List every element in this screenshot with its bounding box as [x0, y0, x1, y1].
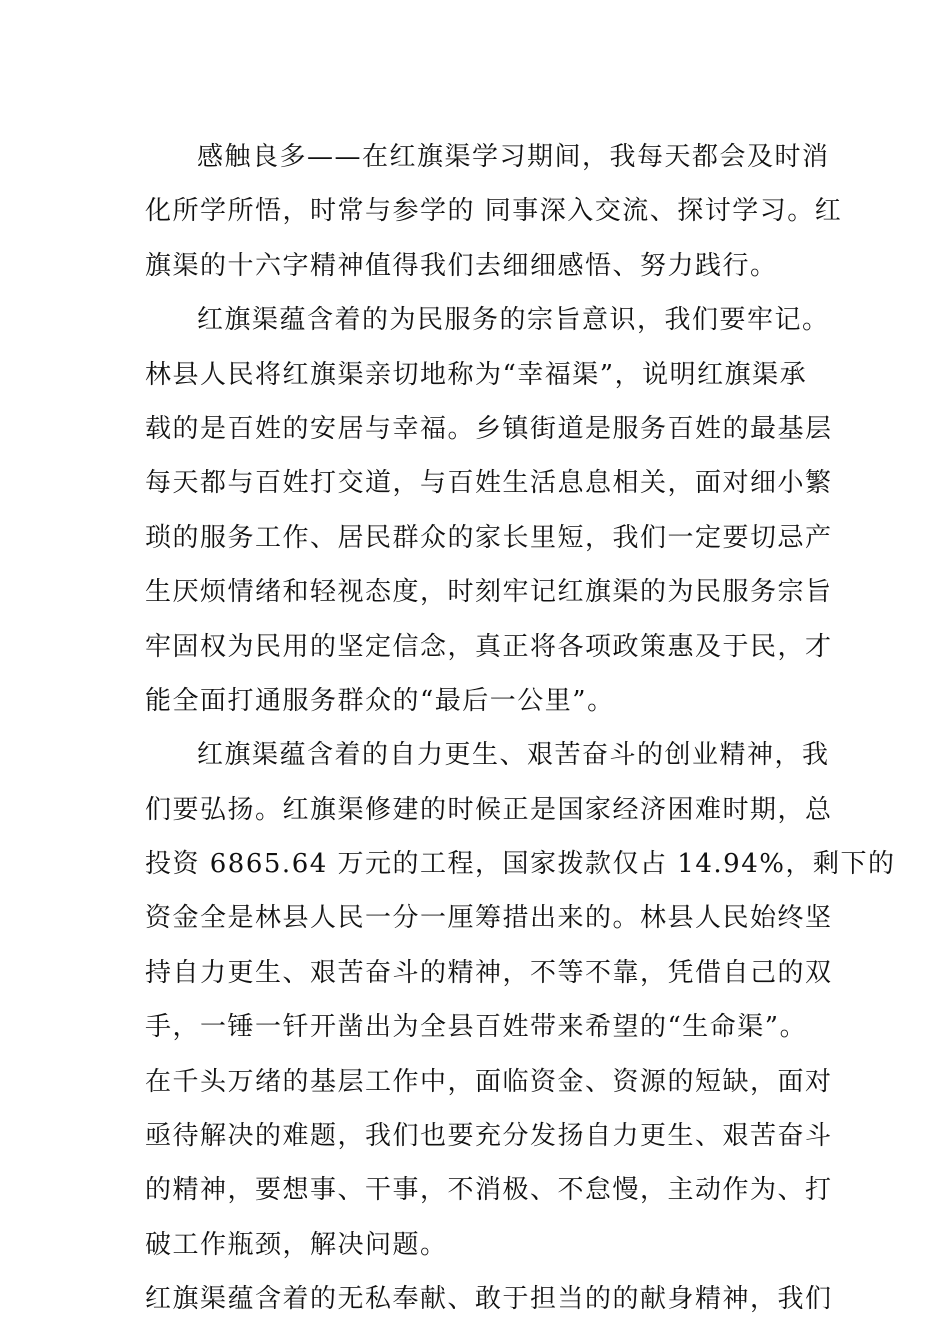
- text-line: 的精神，要想事、干事，不消极、不怠慢，主动作为、打: [145, 1175, 833, 1206]
- text-line: 生厌烦情绪和轻视态度，时刻牢记红旗渠的为民服务宗旨: [145, 577, 833, 608]
- text-line: 手，一锤一钎开凿出为全县百姓带来希望的“生命渠”。: [145, 1012, 808, 1043]
- text-line: 能全面打通服务群众的“最后一公里”。: [145, 685, 615, 716]
- text-line: 牢固权为民用的坚定信念，真正将各项政策惠及于民，才: [145, 631, 833, 662]
- text-line: 旗渠的十六字精神值得我们去细细感悟、努力践行。: [145, 250, 778, 281]
- text-line: 琐的服务工作、居民群众的家长里短，我们一定要切忌产: [145, 522, 833, 553]
- text-line: 每天都与百姓打交道，与百姓生活息息相关，面对细小繁: [145, 468, 833, 499]
- text-line: 感触良多——在红旗渠学习期间，我每天都会及时消: [197, 142, 830, 172]
- text-line: 红旗渠蕴含着的自力更生、艰苦奋斗的创业精神，我: [197, 740, 830, 771]
- text-line: 资金全是林县人民一分一厘筹措出来的。林县人民始终坚: [145, 903, 833, 934]
- text-line: 红旗渠蕴含着的无私奉献、敢于担当的的献身精神，我们: [145, 1284, 833, 1315]
- document-body: [145, 130, 896, 1327]
- text-line: 破工作瓶颈，解决问题。: [145, 1229, 448, 1260]
- text-line: 投资 6865.64 万元的工程，国家拨款仅占 14.94%，剩下的: [145, 849, 896, 880]
- text-line: 载的是百姓的安居与幸福。乡镇街道是服务百姓的最基层: [145, 413, 833, 444]
- text-line: 们要弘扬。红旗渠修建的时候正是国家经济困难时期，总: [145, 794, 833, 825]
- text-line: 持自力更生、艰苦奋斗的精神，不等不靠，凭借自己的双: [145, 957, 833, 988]
- text-line: 在千头万绪的基层工作中，面临资金、资源的短缺，面对: [145, 1066, 833, 1097]
- text-line: 林县人民将红旗渠亲切地称为“幸福渠”，说明红旗渠承: [145, 359, 808, 390]
- text-line: 红旗渠蕴含着的为民服务的宗旨意识，我们要牢记。: [197, 305, 830, 336]
- text-line: 化所学所悟，时常与参学的 同事深入交流、探讨学习。红: [145, 196, 843, 227]
- text-line: 亟待解决的难题，我们也要充分发扬自力更生、艰苦奋斗: [145, 1121, 833, 1152]
